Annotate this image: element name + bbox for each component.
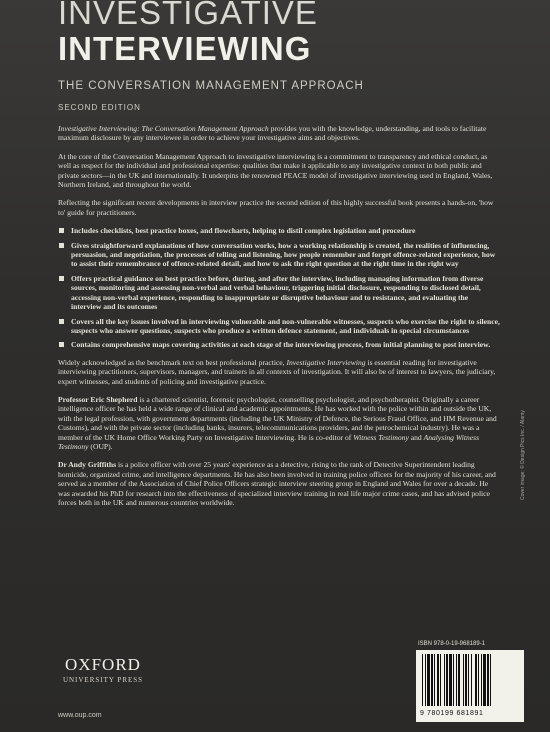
- paragraph-4: Widely acknowledged as the benchmark text on best professional practice, Investigative Interviewing is essential reading for investigative interviewing practitioners, supervisors, managers, and trainers in all contexts of investigation. It will also be of interest to lawyers, the judiciary, expert witnesses, and students of policing and investigative practice.: [58, 357, 496, 386]
- intro-paragraph: Investigative Interviewing: The Conversation Management Approach provides you with the knowledge, understanding, and tools to facilitate maximum disclosure by any interviewee in order to achieve your investigative aims and objectives.: [58, 124, 487, 143]
- isbn-label: ISBN 978-0-19-968189-1: [418, 641, 486, 647]
- publisher-logo: [58, 655, 148, 684]
- barcode-bars: [420, 654, 520, 709]
- cover-image-credit: Cover image: © Design Pics Inc. / Alamy: [520, 410, 526, 500]
- title-line-1: INVESTIGATIVE: [58, 0, 318, 31]
- title-line-2: INTERVIEWING: [58, 30, 312, 67]
- paragraph-2: At the core of the Conversation Management Approach to investigative interviewing is a commitment to transparency and ethical conduct, as well as respect for the individual and professional expertise: qualities that make it applicable to any investigative context in both public and private sectors—in the UK and internationally. It underpins the renowned PEACE model of investigative interviewing used in England, Wales, Northern Ireland, and throughout the world.: [58, 151, 493, 190]
- feature-item: Contains comprehensive maps covering activities at each stage of the interviewing process, from initial planning to post interview.: [71, 340, 500, 349]
- author-name: Dr Andy Griffiths: [58, 460, 117, 470]
- feature-list: [58, 226, 500, 349]
- barcode: [416, 650, 524, 722]
- feature-item: Offers practical guidance on best practice before, during, and after the interview, including managing information from diverse sources, monitoring and assessing non-verbal and verbal behaviour, triggering initial disclosure, responding to disclosed detail, accessing non-verbal experience, responding to inappropriate or disruptive behaviour and to resistance, and evaluating the interview and its outcomes: [71, 274, 500, 312]
- blurb: [58, 124, 500, 516]
- barcode-number: 9 780199 681891: [420, 710, 484, 717]
- author-bio-shepherd: Professor Eric Shepherd is a chartered scientist, forensic psychologist, counselling psychologist, and psychotherapist. Originally a career intelligence officer he has held a wide range of clinical and academic appointments. He has worked with the police within and outside the UK, with the legal profession, with government departments (including the UK Ministry of Defence, the Serious Fraud Office, and HM Revenue and Customs), and with the private sector (including banks, insurers, telecommunications providers, and the petrochemical industry). He was a member of the UK Home Office Working Party on Investigative Interviewing. He is co-editor of Witness Testimony and Analysing Witness Testimony (OUP).: [58, 394, 497, 451]
- publisher-url: www.oup.com: [58, 712, 102, 719]
- feature-item: Includes checklists, best practice boxes, and flowcharts, helping to distil complex legislation and procedure: [71, 226, 500, 235]
- feature-item: Covers all the key issues involved in interviewing vulnerable and non-vulnerable witnesses, suspects who exercise the right to silence, suspects who answer questions, suspects who produce a written defence statement, and individuals in special circumstances: [71, 316, 500, 335]
- edition-label: SECOND EDITION: [58, 103, 141, 112]
- paragraph-3: Reflecting the significant recent developments in interview practice the second edition of this highly successful book presents a hands-on, 'how to' guide for practitioners.: [58, 198, 494, 217]
- feature-item: Gives straightforward explanations of how conversation works, how a working relationship is created, the realities of influencing, persuasion, and negotiation, the processes of telling and listening, how people remember and forget offence-related experience, how to assist their remembrance of offence-related detail, and how to ask the right question at the right time in the right way: [71, 241, 500, 269]
- author-bio-griffiths: Dr Andy Griffiths is a police officer with over 25 years' experience as a detective, rising to the rank of Detective Superintendent leading homicide, organized crime, and intelligence departments. He has also been involved in training police officers for the majority of his career, and served as a member of the Association of Chief Police Officers strategic interview steering group in England and Wales for over a decade. He was awarded his PhD for research into the effectiveness of specialized interview training in real life major crime cases, and has advised police forces both in the UK and numerous countries worldwide.: [58, 460, 496, 507]
- publisher-press: UNIVERSITY PRESS: [62, 676, 144, 684]
- author-name: Professor Eric Shepherd: [58, 394, 138, 404]
- intro-book-title: Investigative Interviewing: [58, 124, 138, 133]
- intro-book-subtitle: The Conversation Management Approach: [141, 124, 269, 133]
- intro-rest: provides you with the knowledge, understanding, and tools to facilitate maximum disclosure by any interviewee in order to achieve your investigative aims and objectives.: [58, 124, 487, 143]
- publisher-name: OXFORD: [65, 655, 141, 674]
- subtitle: THE CONVERSATION MANAGEMENT APPROACH: [58, 80, 364, 92]
